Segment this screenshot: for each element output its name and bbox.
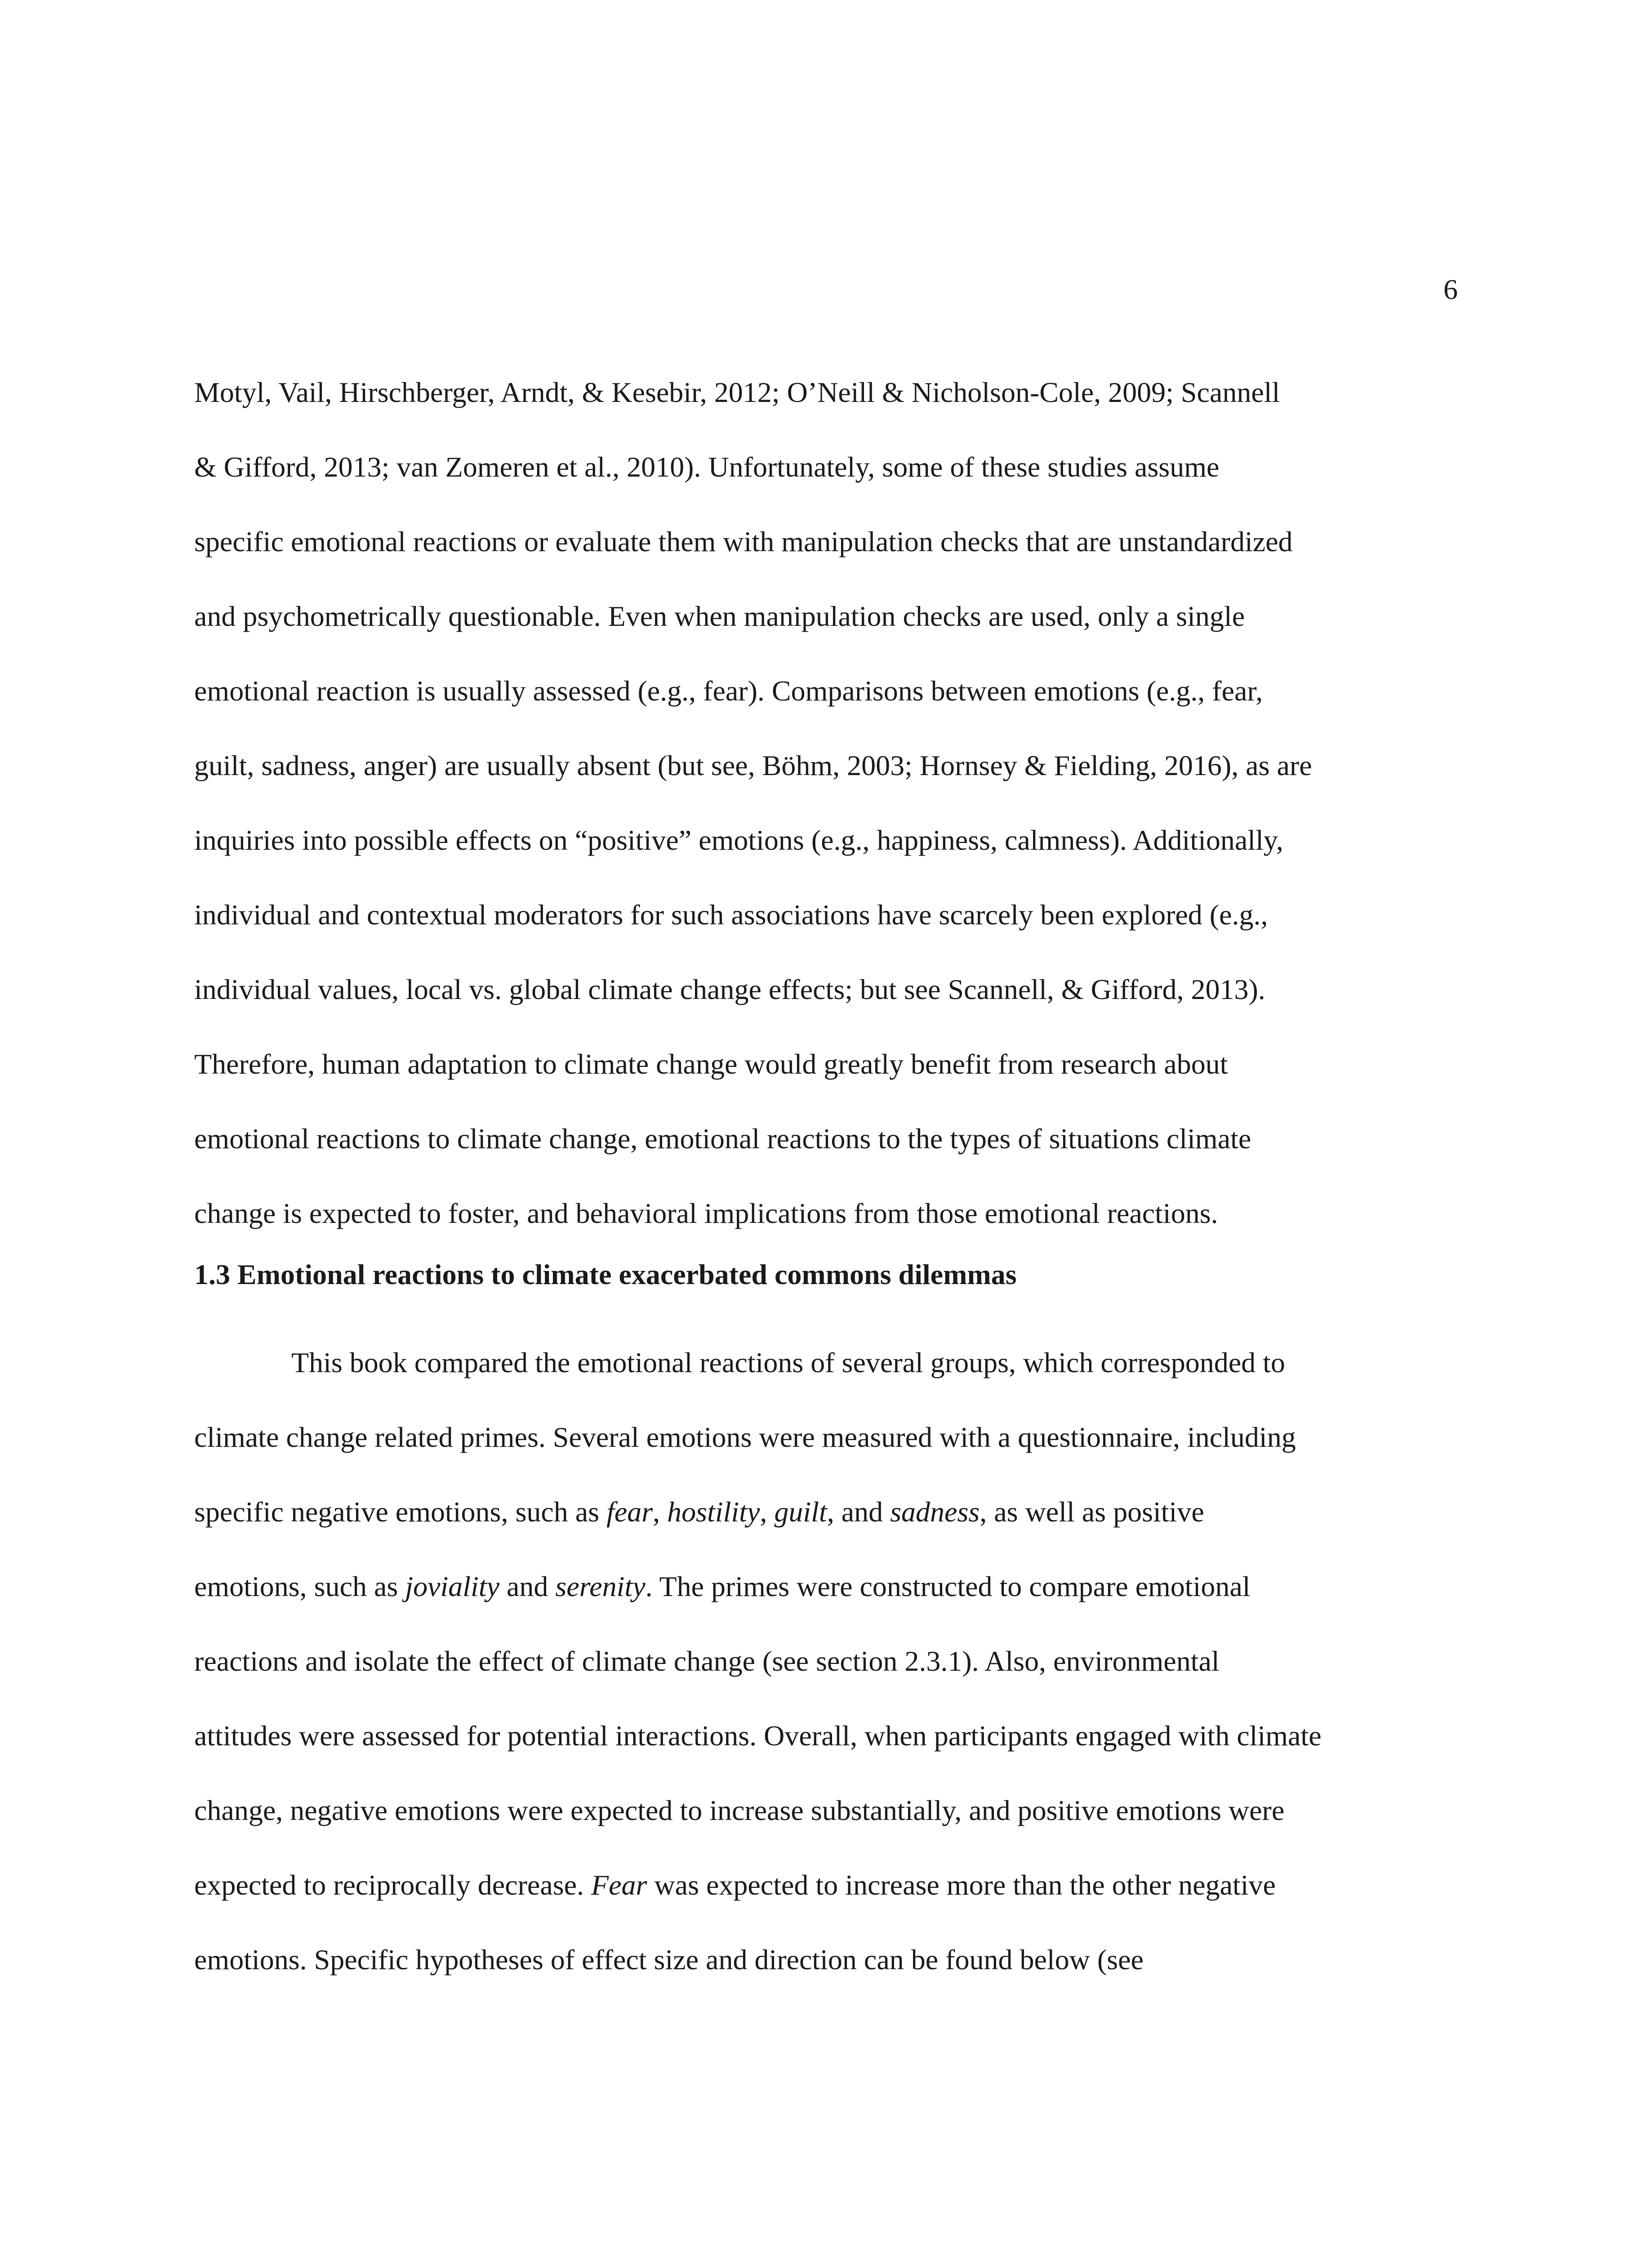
- text-line: This book compared the emotional reactions of several groups, which corresponded to: [291, 1347, 1285, 1378]
- emphasis-term: Fear: [591, 1869, 647, 1901]
- text-run: ,: [653, 1496, 668, 1528]
- text-line: individual values, local vs. global climate change effects; but see Scannell, & Gifford, 2013).: [194, 973, 1265, 1005]
- text-line: specific emotional reactions or evaluate them with manipulation checks that are unstandardized: [194, 526, 1293, 558]
- page-number: 6: [1443, 273, 1458, 305]
- text-run: expected to reciprocally decrease.: [194, 1869, 592, 1901]
- text-run: , and: [827, 1496, 891, 1528]
- text-line: emotional reaction is usually assessed (e.g., fear). Comparisons between emotions (e.g., fear,: [194, 675, 1263, 707]
- text-run: ,: [760, 1496, 775, 1528]
- text-line: emotional reactions to climate change, emotional reactions to the types of situations climate: [194, 1123, 1251, 1155]
- text-line: reactions and isolate the effect of climate change (see section 2.3.1). Also, environmental: [194, 1645, 1220, 1677]
- paragraph-continued: [194, 355, 1466, 1251]
- text-line: Therefore, human adaptation to climate change would greatly benefit from research about: [194, 1048, 1228, 1080]
- text-run: . The primes were constructed to compare emotional: [645, 1570, 1251, 1602]
- text-run: , as well as positive: [980, 1496, 1204, 1528]
- text-line: [194, 1475, 1466, 1549]
- text-line: [194, 1848, 1466, 1922]
- text-line: [194, 1549, 1466, 1624]
- emphasis-term: joviality: [405, 1570, 499, 1602]
- text-line: climate change related primes. Several emotions were measured with a questionnaire, including: [194, 1421, 1296, 1453]
- emphasis-term: guilt: [774, 1496, 827, 1528]
- emphasis-term: fear: [606, 1496, 653, 1528]
- emphasis-term: serenity: [555, 1570, 646, 1602]
- text-line: Motyl, Vail, Hirschberger, Arndt, & Kesebir, 2012; O’Neill & Nicholson-Cole, 2009; Scannell: [194, 376, 1280, 408]
- text-line: emotions. Specific hypotheses of effect size and direction can be found below (see: [194, 1944, 1144, 1976]
- text-line: inquiries into possible effects on “positive” emotions (e.g., happiness, calmness). Additionally,: [194, 824, 1283, 856]
- text-line: attitudes were assessed for potential interactions. Overall, when participants engaged with climate: [194, 1720, 1322, 1752]
- text-line: & Gifford, 2013; van Zomeren et al., 2010). Unfortunately, some of these studies assume: [194, 451, 1220, 483]
- text-line: guilt, sadness, anger) are usually absent (but see, Böhm, 2003; Hornsey & Fielding, 2016), as are: [194, 749, 1312, 781]
- text-line: change, negative emotions were expected to increase substantially, and positive emotions were: [194, 1794, 1285, 1826]
- text-run: was expected to increase more than the other negative: [647, 1869, 1276, 1901]
- text-run: specific negative emotions, such as: [194, 1496, 607, 1528]
- text-run: emotions, such as: [194, 1570, 405, 1602]
- text-run: and: [499, 1570, 556, 1602]
- section-heading: 1.3 Emotional reactions to climate exacerbated commons dilemmas: [194, 1258, 1017, 1290]
- emphasis-term: sadness: [890, 1496, 980, 1528]
- text-line: and psychometrically questionable. Even when manipulation checks are used, only a single: [194, 600, 1245, 632]
- text-line: individual and contextual moderators for such associations have scarcely been explored (e.g.,: [194, 899, 1268, 931]
- paragraph-section-1-3: [194, 1325, 1466, 1997]
- text-line: change is expected to foster, and behavioral implications from those emotional reactions.: [194, 1197, 1218, 1229]
- emphasis-term: hostility: [667, 1496, 760, 1528]
